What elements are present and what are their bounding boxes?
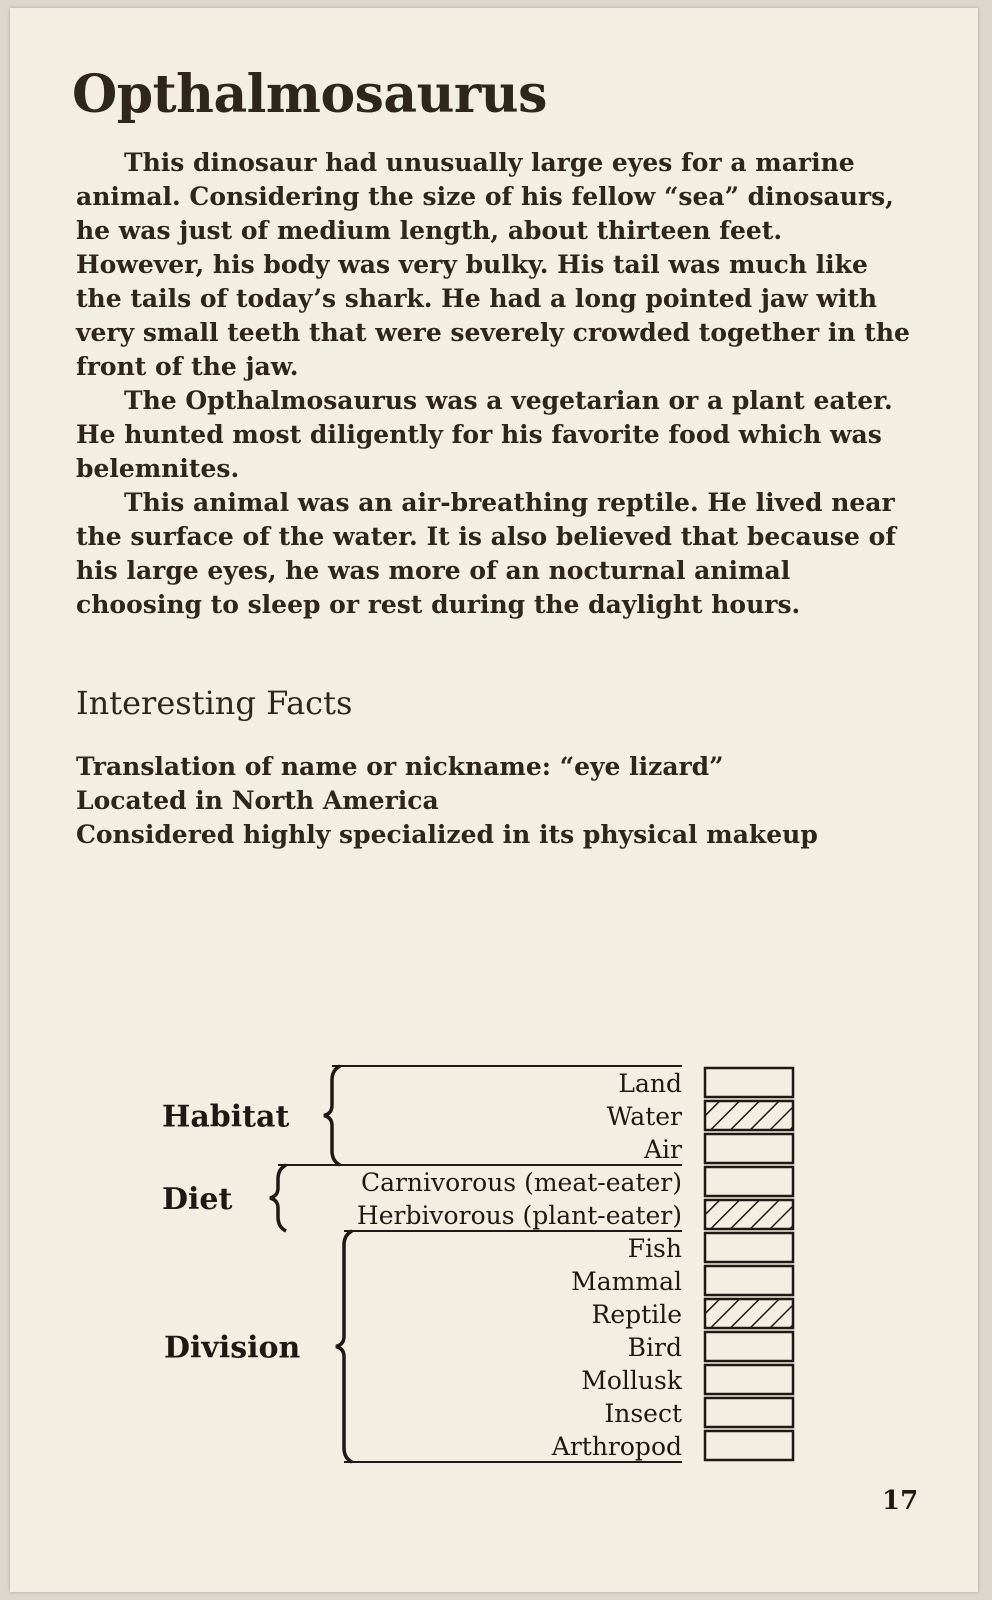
empty-box [705,1365,793,1394]
page-title: Opthalmosaurus [72,64,547,125]
paragraph: The Opthalmosaurus was a vegetarian or a plant eater. He hunted most diligently for his favorite food which was belemnites. [76,386,893,483]
checked-box [705,1200,793,1229]
empty-box [705,1398,793,1427]
bracket-brace [270,1165,286,1231]
bracket-brace [336,1231,352,1462]
empty-box [705,1266,793,1295]
option-label: Air [643,1135,682,1164]
bracket-brace [324,1066,340,1165]
category-label-division: Division [164,1330,301,1366]
fact-item: Considered highly specialized in its physical makeup [76,820,818,849]
empty-box [705,1233,793,1262]
option-label: Mammal [571,1267,682,1296]
empty-box [705,1068,793,1097]
fact-item: Translation of name or nickname: “eye lizard” [76,752,724,781]
classification-chart [10,8,978,1592]
option-label: Arthropod [551,1432,682,1461]
option-label: Water [606,1102,682,1131]
option-label: Carnivorous (meat-eater) [360,1168,682,1197]
paragraph: This dinosaur had unusually large eyes for a marine animal. Considering the size of his fellow “sea” dinosaurs, he was just of medium length, about thirteen feet. However, his body was very bulky. His tail was much like the tails of today’s shark. He had a long pointed jaw with very small teeth that were severely crowded together in the front of the jaw. [76,148,910,381]
empty-box [705,1167,793,1196]
category-label-diet: Diet [162,1182,233,1217]
page-number: 17 [882,1486,919,1516]
empty-box [705,1332,793,1361]
category-label-habitat: Habitat [162,1099,290,1135]
paragraph: This animal was an air-breathing reptile. He lived near the surface of the water. It is also believed that because of his large eyes, he was more of an nocturnal animal choosing to sleep or rest during the daylight hours. [76,488,897,619]
option-label: Fish [627,1234,682,1263]
option-label: Bird [627,1333,682,1362]
checked-box [705,1101,793,1130]
facts-heading: Interesting Facts [76,684,353,722]
fact-item: Located in North America [76,786,439,815]
empty-box [705,1134,793,1163]
book-page [10,8,978,1592]
option-label: Insect [604,1399,682,1428]
checked-box [705,1299,793,1328]
option-label: Land [618,1069,682,1098]
empty-box [705,1431,793,1460]
option-label: Mollusk [581,1366,682,1395]
option-label: Reptile [591,1300,682,1329]
option-label: Herbivorous (plant-eater) [356,1201,682,1230]
